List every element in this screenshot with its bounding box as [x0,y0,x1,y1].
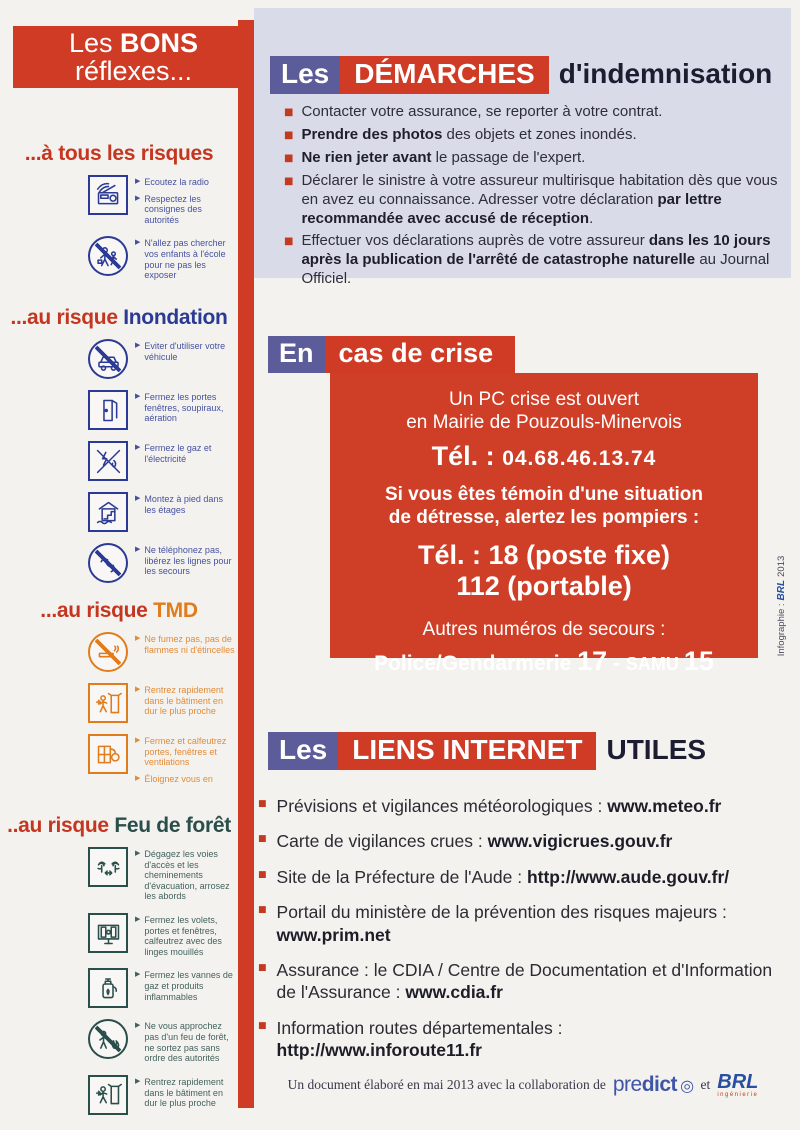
icon-note: ▶ Ne vous approchez pas d'un feu de forêt, ne sortez pas sans ordre des autorités [135,1021,229,1064]
footer-credit [278,1072,768,1098]
risk-instruction-row [88,1019,238,1063]
risk-instruction-row [88,175,238,225]
header-highlight: LIENS INTERNET [338,732,596,770]
risk-instruction-row [88,632,238,672]
header-highlight: cas de crise [325,336,516,373]
risk-instruction-row [88,236,238,280]
no-smoking-icon [88,632,128,672]
footer-text: Un document élaboré en mai 2013 avec la collaboration de [287,1077,606,1092]
sidebar-section-tous-les-risques [0,142,238,281]
shelter-building-icon [88,1075,128,1115]
door-icon [88,390,128,430]
note-arrow-icon: ▶ [135,773,141,782]
bullet-square-icon: ■ [284,236,294,248]
note-arrow-icon: ▶ [135,443,141,451]
predict-circle-icon: ◎ [680,1076,694,1095]
header-suffix: d'indemnisation [558,58,773,89]
risk-instruction-row [88,847,238,902]
infographie-year: 2013 [775,555,787,577]
icon-note: ▶ Fermez les volets, portes et fenêtres, calfeutrez avec des linges mouillés [135,915,222,957]
bullet-square-icon: ■ [258,869,267,880]
demarche-item: ■ Contacter votre assurance, se reporter à votre contrat. [284,103,663,120]
note-arrow-icon: ▶ [135,634,141,642]
crise-line: Tél. : 18 (poste fixe) [417,539,671,570]
icon-note: ▶ Rentrez rapidement dans le bâtiment en dur le plus proche [135,685,224,717]
close-gas-valves-icon [88,968,128,1008]
close-shutters-icon [88,913,128,953]
internet-link-item: ■ Information routes départementales : http://www.inforoute11.fr [258,1017,563,1061]
header-prefix: En [268,336,325,373]
icon-note: ▶ Respectez les consignes des autorités [135,193,202,225]
icon-note: ▶ Eviter d'utiliser votre véhicule [135,341,226,362]
icon-note: ▶ N'allez pas chercher vos enfants à l'école pour ne pas les exposer [135,238,226,281]
icon-note: ▶ Rentrez rapidement dans le bâtiment en dur le plus proche [135,1076,224,1109]
internet-link-item: ■ Prévisions et vigilances météorologiques : www.meteo.fr [258,796,722,816]
note-arrow-icon: ▶ [135,685,141,693]
icon-note: ▶ Ecoutez la radio [135,177,209,187]
bullet-square-icon: ■ [258,799,267,809]
header-suffix: UTILES [606,734,707,765]
icon-note: ▶ Fermez le gaz et l'électricité [135,443,212,464]
shelter-building-icon [88,683,128,723]
crise-line: en Mairie de Pouzouls-Minervois [406,412,682,434]
note-arrow-icon: ▶ [135,545,141,553]
risk-instruction-row [88,734,238,784]
bullet-square-icon: ■ [284,176,294,187]
risk-instruction-row [88,683,238,723]
crise-box [330,373,758,676]
crise-line: Police/Gendarmerie 17 - SAMU 15 [374,645,714,676]
header-prefix: Les [268,732,338,770]
infographie-credit [773,547,789,665]
header-highlight: DÉMARCHES [340,56,548,94]
sidebar-section-tmd [0,599,238,784]
brl-logo: BRL ingénierie [717,1071,759,1098]
bullet-square-icon: ■ [284,130,294,141]
demarche-item: ■ Prendre des photos des objets et zones inondés. [284,126,637,143]
clear-access-icon [88,847,128,887]
no-fire-approach-icon [88,1019,128,1059]
icon-note: ▶ Dégagez les voies d'accès et les cheminements d'évacuation, arrosez les abords [135,849,230,902]
crise-line: Un PC crise est ouvert [448,389,640,410]
section-title: ...au risque TMD [40,599,198,622]
no-phone-icon [88,543,128,583]
demarches-list [284,103,782,293]
crise-header [268,336,515,373]
banner-line2: réflexes... [74,56,193,86]
note-arrow-icon: ▶ [135,238,141,247]
crise-line: Tél. : 04.68.46.13.74 [431,441,657,472]
section-title: ...à tous les risques [24,142,214,165]
internet-link-item: ■ Portail du ministère de la prévention des risques majeurs : www.prim.net [258,902,727,945]
predict-logo: pre dict ◎ [612,1073,694,1096]
demarches-header [270,56,772,94]
risk-instruction-row [88,913,238,957]
infographie-label: Infographie : [775,603,787,657]
risk-instruction-row [88,339,238,379]
banner-line1: Les BONS [68,27,199,58]
risk-instruction-row [88,968,238,1008]
liens-header [268,732,706,770]
icon-note: ▶ Fermez et calfeutrez portes, fenêtres et ventilations [135,736,227,768]
bullet-square-icon: ■ [258,1020,267,1031]
header-prefix: Les [270,56,340,94]
risk-instruction-row [88,441,238,481]
note-arrow-icon: ▶ [135,1021,141,1030]
internet-link-item: ■ Assurance : le CDIA / Centre de Documentation et d'Information de l'Assurance : www.cdia.fr [258,959,773,1003]
bons-reflexes-banner [13,26,254,88]
sidebar-section-feu-de-foret [0,814,238,1115]
crise-line: Autres numéros de secours : [422,619,666,641]
note-arrow-icon: ▶ [135,970,141,979]
bullet-square-icon: ■ [258,962,267,973]
red-divider-bar [238,20,254,1108]
icon-note: ▶ Ne téléphonez pas, libérez les lignes pour les secours [135,545,232,577]
risk-instruction-row [88,543,238,583]
bullet-square-icon: ■ [284,107,294,118]
note-arrow-icon: ▶ [135,849,141,857]
note-arrow-icon: ▶ [135,341,141,349]
internet-link-item: ■ Site de la Préfecture de l'Aude : http://www.aude.gouv.fr/ [258,866,730,887]
sidebar-bons-reflexes [0,0,238,1130]
liens-list [258,795,788,1075]
risk-instruction-row [88,492,238,532]
go-upstairs-icon [88,492,128,532]
section-title: ...au risque Inondation [10,306,228,329]
sidebar-section-inondation [0,306,238,583]
demarche-item: ■ Effectuer vos déclarations auprès de votre assureur dans les 10 jours après la publication de l'arrêté de catastrophe naturelle au Journal Officiel. [284,232,771,287]
note-arrow-icon: ▶ [135,392,141,400]
icon-note: ▶ Fermez les portes fenêtres, soupiraux, aération [135,392,224,424]
crise-line: de détresse, alertez les pompiers : [388,507,700,529]
risk-instruction-row [88,390,238,430]
caulk-windows-icon [88,734,128,774]
icon-note: ▶ Ne fumez pas, pas de flammes ni d'étincelles [135,634,235,655]
section-title: ..au risque Feu de forêt [7,814,231,837]
crise-line: Si vous êtes témoin d'une situation [384,484,704,506]
bullet-square-icon: ■ [284,153,294,164]
brl-mini-logo: BRL [775,579,787,601]
note-arrow-icon: ▶ [135,177,141,185]
risk-instruction-row [88,1075,238,1115]
note-arrow-icon: ▶ [135,736,141,744]
bullet-square-icon: ■ [258,834,267,845]
crise-line: 112 (portable) [456,571,632,602]
note-arrow-icon: ▶ [135,494,141,502]
icon-note: ▶ Montez à pied dans les étages [135,494,223,515]
demarche-item: ■ Déclarer le sinistre à votre assureur multirisque habitation dès que vous en avez eu connaissance. Adresser votre déclaration par lettre recommandée avec accusé de réception. [284,172,778,227]
bullet-square-icon: ■ [258,905,267,916]
radio-icon [88,175,128,215]
footer-et: et [700,1077,711,1092]
internet-link-item: ■ Carte de vigilances crues : www.vigicrues.gouv.fr [258,831,673,852]
demarche-item: ■ Ne rien jeter avant le passage de l'expert. [284,149,586,166]
note-arrow-icon: ▶ [135,915,141,924]
no-car-icon [88,339,128,379]
note-arrow-icon: ▶ [135,1076,141,1085]
note-arrow-icon: ▶ [135,193,141,202]
icon-note: ▶ Éloignez vous en [135,773,213,784]
no-gas-electricity-icon [88,441,128,481]
icon-note: ▶ Fermez les vannes de gaz et produits inflammables [135,970,233,1002]
no-school-pickup-icon [88,236,128,276]
